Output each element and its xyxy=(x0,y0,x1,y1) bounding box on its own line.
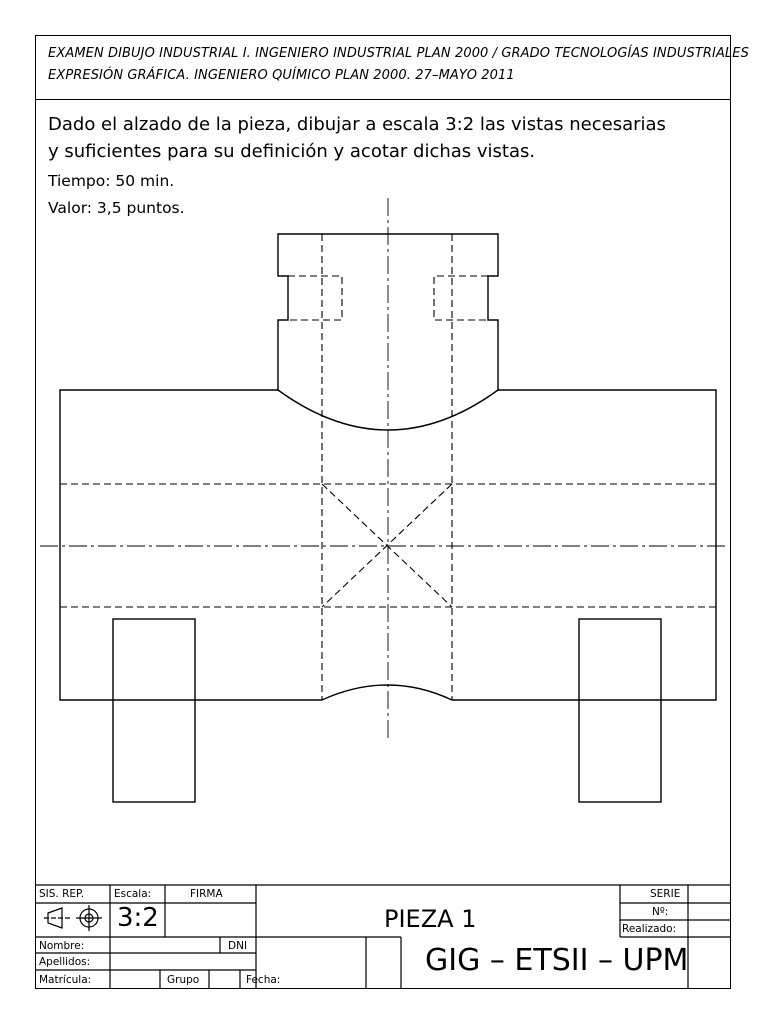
exam-header-line1: EXAMEN DIBUJO INDUSTRIAL I. INGENIERO INDUSTRIAL PLAN 2000 / GRADO TECNOLOGÍAS INDUSTRIALES xyxy=(48,46,749,61)
exam-header-line2: EXPRESIÓN GRÁFICA. INGENIERO QUÍMICO PLAN 2000. 27–MAYO 2011 xyxy=(48,68,515,83)
score-value: Valor: 3,5 puntos. xyxy=(48,199,185,217)
intersection-curve-bottom xyxy=(322,685,452,700)
body-outline-right xyxy=(452,390,716,700)
firma-label: FIRMA xyxy=(190,888,223,900)
escala-value: 3:2 xyxy=(117,903,159,933)
sis-rep-label: SIS. REP. xyxy=(39,888,85,900)
boss-outline-right xyxy=(455,234,498,390)
numero-label: Nº: xyxy=(652,906,669,918)
fecha-label: Fecha: xyxy=(246,974,281,986)
first-angle-projection-icon xyxy=(44,905,102,931)
body-outline xyxy=(60,390,322,700)
dni-label: DNI xyxy=(228,940,248,952)
institution-name: GIG – ETSII – UPM xyxy=(425,943,689,978)
statement-line1: Dado el alzado de la pieza, dibujar a escala 3:2 las vistas necesarias xyxy=(48,114,666,135)
piece-title: PIEZA 1 xyxy=(384,905,477,933)
statement-line2: y suficientes para su definición y acotar dichas vistas. xyxy=(48,141,536,162)
realizado-label: Realizado: xyxy=(622,923,677,935)
escala-label: Escala: xyxy=(114,888,152,900)
left-foot xyxy=(113,619,195,802)
nombre-label: Nombre: xyxy=(39,940,85,952)
hidden-groove-right xyxy=(434,276,488,320)
hidden-groove-left xyxy=(288,276,342,320)
right-foot xyxy=(579,619,661,802)
apellidos-label: Apellidos: xyxy=(39,956,91,968)
matricula-label: Matrícula: xyxy=(39,974,92,986)
boss-outline-left xyxy=(278,234,321,390)
serie-label: SERIE xyxy=(650,888,681,900)
time-limit: Tiempo: 50 min. xyxy=(48,172,175,190)
grupo-label: Grupo xyxy=(167,974,200,986)
